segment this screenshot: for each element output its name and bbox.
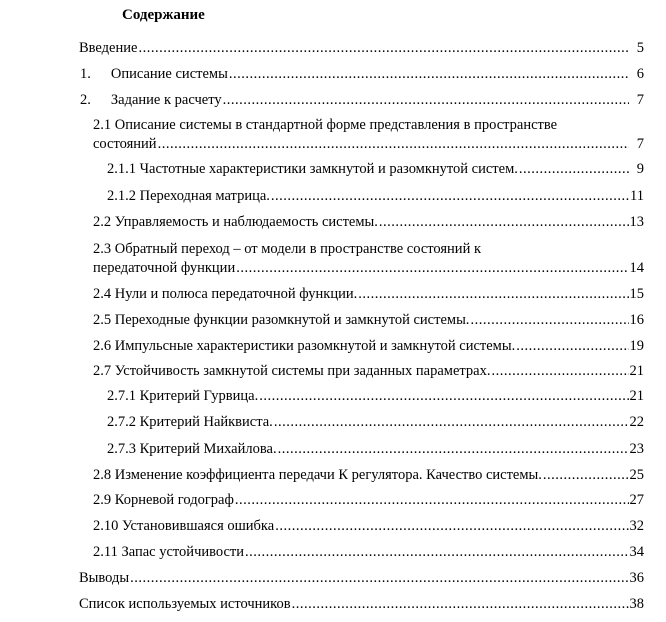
toc-entry[interactable] bbox=[80, 91, 644, 109]
toc-entry[interactable] bbox=[79, 39, 644, 57]
leader-dots bbox=[543, 466, 629, 484]
toc-page-number: 9 bbox=[636, 161, 644, 177]
toc-entry-text: Описание системы bbox=[110, 66, 228, 82]
toc-page-number: 34 bbox=[629, 544, 644, 560]
leader-dots bbox=[292, 595, 629, 613]
toc-page-number: 32 bbox=[629, 518, 644, 534]
toc-entry-text: состояний bbox=[93, 136, 157, 152]
toc-page-number: 11 bbox=[630, 188, 644, 204]
toc-entry[interactable] bbox=[93, 543, 644, 561]
leader-dots bbox=[271, 187, 629, 205]
leader-dots bbox=[379, 213, 629, 231]
leader-dots bbox=[278, 440, 629, 458]
leader-dots bbox=[223, 91, 629, 109]
toc-entry[interactable] bbox=[79, 569, 644, 587]
leader-dots bbox=[358, 285, 628, 303]
toc-entry[interactable] bbox=[79, 595, 644, 613]
leader-dots bbox=[236, 259, 628, 277]
toc-entry-text: Введение bbox=[79, 40, 138, 56]
toc-entry-text: передаточной функции bbox=[93, 260, 236, 276]
toc-entry[interactable] bbox=[93, 135, 644, 153]
toc-entry-text: 2.7.2 Критерий Найквиста. bbox=[107, 414, 273, 430]
toc-entry-text: 2.10 Установившаяся ошибка bbox=[93, 518, 275, 534]
toc-entry-text: Задание к расчету bbox=[110, 92, 222, 108]
leader-dots bbox=[130, 569, 628, 587]
toc-entry-number: 1. bbox=[80, 66, 91, 82]
toc-entry-text: 2.11 Запас устойчивости bbox=[93, 544, 245, 560]
toc-entry[interactable] bbox=[107, 387, 644, 405]
toc-entry-text: 2.1.2 Переходная матрица. bbox=[107, 188, 270, 204]
leader-dots bbox=[229, 65, 629, 83]
toc-page-number: 19 bbox=[629, 338, 644, 354]
toc-entry[interactable] bbox=[93, 491, 644, 509]
toc-entry-text: 2.2 Управляемость и наблюдаемость системы. bbox=[93, 214, 378, 230]
leader-dots bbox=[275, 517, 628, 535]
toc-entry[interactable] bbox=[80, 65, 644, 83]
toc-page-number: 15 bbox=[629, 286, 644, 302]
toc-entry-text: 2.7.1 Критерий Гурвица. bbox=[107, 388, 259, 404]
toc-page-number: 25 bbox=[629, 467, 644, 483]
toc-entry[interactable] bbox=[107, 187, 644, 205]
toc-entry[interactable] bbox=[93, 517, 644, 535]
toc-entry-text: Выводы bbox=[79, 570, 130, 586]
leader-dots bbox=[158, 135, 629, 153]
toc-page-number: 14 bbox=[629, 260, 644, 276]
toc-entry[interactable] bbox=[107, 160, 644, 178]
toc-entry-text: 2.6 Импульсные характеристики разомкнутой и замкнутой системы. bbox=[93, 338, 516, 354]
toc-entry-text: 2.1.1 Частотные характеристики замкнутой и разомкнутой систем. bbox=[107, 161, 518, 177]
toc-page-number: 22 bbox=[629, 414, 644, 430]
toc-page-number: 6 bbox=[636, 66, 644, 82]
toc-entry[interactable] bbox=[93, 362, 644, 380]
leader-dots bbox=[491, 362, 628, 380]
toc-entry-number: 2. bbox=[80, 92, 91, 108]
leader-dots bbox=[138, 39, 629, 57]
toc-entry[interactable] bbox=[93, 311, 644, 329]
toc-page-number: 27 bbox=[629, 492, 644, 508]
toc-page-number: 7 bbox=[636, 136, 644, 152]
toc-entry[interactable] bbox=[107, 413, 644, 431]
toc-entry-text: 2.9 Корневой годограф bbox=[93, 492, 234, 508]
toc-page-number: 16 bbox=[629, 312, 644, 328]
leader-dots bbox=[519, 160, 629, 178]
toc-entry[interactable] bbox=[93, 259, 644, 277]
toc-page-number: 38 bbox=[629, 596, 644, 612]
leader-dots bbox=[470, 311, 628, 329]
leader-dots bbox=[274, 413, 629, 431]
toc-entry-text: 2.4 Нули и полюса передаточной функции. bbox=[93, 286, 358, 302]
toc-entry-first-line[interactable]: 2.3 Обратный переход – от модели в пространстве состояний к bbox=[93, 241, 481, 257]
toc-page-number: 36 bbox=[629, 570, 644, 586]
toc-entry-text: Список используемых источников bbox=[79, 596, 291, 612]
toc-page-number: 7 bbox=[636, 92, 644, 108]
toc-page-number: 5 bbox=[636, 40, 644, 56]
toc-page-number: 21 bbox=[629, 363, 644, 379]
toc-title: Содержание bbox=[122, 7, 205, 23]
toc-entry-first-line[interactable]: 2.1 Описание системы в стандартной форме представления в пространстве bbox=[93, 117, 558, 133]
toc-entry-text: 2.8 Изменение коэффициента передачи К регулятора. Качество системы. bbox=[93, 467, 542, 483]
toc-page-number: 23 bbox=[629, 441, 644, 457]
toc-entry-text: 2.7 Устойчивость замкнутой системы при заданных параметрах. bbox=[93, 363, 491, 379]
toc-entry[interactable] bbox=[107, 440, 644, 458]
leader-dots bbox=[259, 387, 628, 405]
leader-dots bbox=[516, 337, 628, 355]
toc-entry-text: 2.7.3 Критерий Михайлова. bbox=[107, 441, 277, 457]
toc-entry[interactable] bbox=[93, 285, 644, 303]
toc-page-number: 13 bbox=[629, 214, 644, 230]
toc-page-number: 21 bbox=[629, 388, 644, 404]
toc-entry[interactable] bbox=[93, 466, 644, 484]
leader-dots bbox=[245, 543, 628, 561]
toc-entry[interactable] bbox=[93, 213, 644, 231]
toc-entry-text: 2.5 Переходные функции разомкнутой и замкнутой системы. bbox=[93, 312, 470, 328]
toc-entry[interactable] bbox=[93, 337, 644, 355]
leader-dots bbox=[235, 491, 629, 509]
